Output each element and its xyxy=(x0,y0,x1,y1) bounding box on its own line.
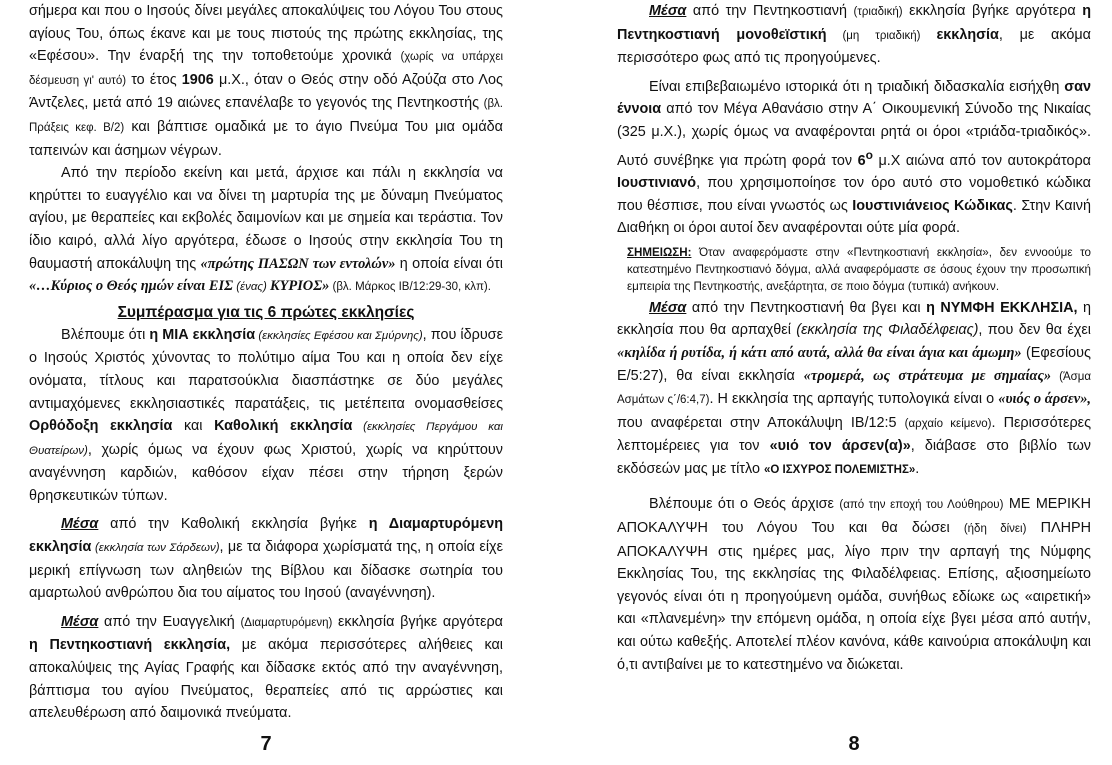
paragraph: Μέσα από την Καθολική εκκλησία βγήκε η Διαμαρτυρόμενη εκκλησία (εκκλησία των Σάρδεων), με τα διάφορα χωρίσματά της, η οποία είχε μερική επίγνωση των αληθειών της Βίβλου και δίδασκε σωτηρία του αμαρτωλού ανθρώπου δια του αίματος του Ιησού (αναγέννηση). xyxy=(29,516,503,602)
page-number: 7 xyxy=(260,733,272,755)
note-box: ΣΗΜΕΙΩΣΗ: Όταν αναφερόμαστε στην «Πεντηκοστιανή εκκλησία», δεν εννοούμε το κατεστημένο Πεντηκοστιανό δόγμα, αλλά αναφερόμαστε σε όσους έχουν την προσωπική εμπειρία της Πεντηκοστής, ανεξάρτητα, σε ποιο δόγμα (τυπικά) ανήκουν. xyxy=(627,245,1091,293)
paragraph: Βλέπουμε ότι ο Θεός άρχισε (από την εποχή του Λούθηρου) ΜΕ ΜΕΡΙΚΗ ΑΠΟΚΑΛΥΨΗ του Λόγου Του και θα δώσει (ήδη δίνει) ΠΛΗΡΗ ΑΠΟΚΑΛΥΨΗ στις ημέρες μας, λίγο πριν την αρπαγή της Νύμφης Εκκλησίας Του, της εκκλησίας της Φιλαδέλφειας. Επίσης, αξιοσημείωτο γεγονός είναι ότι η προηγούμενη ομάδα, συνήθως εδίωκε ως «αιρετική» και «πλανεμένη» την επόμενη ομάδα, η οποία είχε βγει μέσα από αυτήν, και ούτω καθεξής. Αποτελεί πλέον κανόνα, κάθε καινούρια αποκάλυψη και ό,τι αντιβαίνει με το κατεστημένο να διώκεται. xyxy=(617,496,1092,673)
paragraph: Μέσα από την Πεντηκοστιανή θα βγει και η ΝΥΜΦΗ ΕΚΚΛΗΣΙΑ, η εκκλησία που θα αρπαχθεί (εκκλησία της Φιλαδέλφειας), που δεν θα έχει «κηλίδα ή ρυτίδα, ή κάτι από αυτά, αλλά θα είναι άγια και άμωμη» (Εφεσίους Ε/5:27), θα είναι εκκλησία «τρομερά, ως στράτευμα με σημαίας» (Άσμα Ασμάτων ς΄/6:4,7). Η εκκλησία της αρπαγής τυπολογικά είναι ο «υιός ο άρσεν», που αναφέρεται στην Αποκάλυψη ΙΒ/12:5 (αρχαίο κείμενο). Περισσότερες λεπτομέρειες για τον «υιό τον άρσεν(α)», διάβασε στο βιβλίο των εκδόσεών μας με τίτλο «Ο ΙΣΧΥΡΟΣ ΠΟΛΕΜΙΣΤΗΣ». xyxy=(617,299,1092,477)
paragraph: Βλέπουμε ότι η ΜΙΑ εκκλησία (εκκλησίες Εφέσου και Σμύρνης), που ίδρυσε ο Ιησούς Χριστός χύνοντας το πολύτιμο αίμα Του και η οποία δεν είχε ονόματα, τίτλους και παρατσούκλια διασπάστηκε σε δύο μεγάλες αντιμαχόμενες εκκλησιαστικές παρατάξεις, τις μετέπειτα ονομασθείσες Ορθόδοξη εκκλησία και Καθολική εκκλησία (εκκλησίες Περγάμου και Θυατείρων), χωρίς όμως να έχουν φως Χριστού, χωρίς να κηρύττουν αναγέννηση καρδιών, καθόσον είχαν πέσει στην τήρηση ξερών θρησκευτικών τύπων. xyxy=(29,326,503,504)
right-page xyxy=(617,0,1091,765)
right-page-text xyxy=(617,0,1091,676)
paragraph: Από την περίοδο εκείνη και μετά, άρχισε και πάλι η εκκλησία να κηρύττει το ευαγγέλιο και να δίνει τη μαρτυρία της με δύναμη Πνεύματος αγίου, με θεραπείες και εκβολές δαιμονίων και με σημεία και τεράστια. Τον ίδιο καιρό, αλλά λίγο αργότερα, έδωσε ο Ιησούς στην εκκλησία Του τη θαυμαστή αποκάλυψη της «πρώτης ΠΑΣΩΝ των εντολών» η οποία είναι ότι «…Κύριος ο Θεός ημών είναι ΕΙΣ (ένας) ΚΥΡΙΟΣ» (βλ. Μάρκος ΙΒ/12:29-30, κλπ). xyxy=(29,165,503,295)
page-number: 8 xyxy=(848,733,860,755)
paragraph: σήμερα και που ο Ιησούς δίνει μεγάλες αποκαλύψεις του Λόγου Του στους αγίους Του, όπως έκανε και με τους πιστούς της πρώτης εκκλησίας, της «Εφέσου». Την έναρξή της την τοποθετούμε χρονικά (χωρίς να υπάρχει δέσμευση γι' αυτό) το έτος 1906 μ.Χ., όταν ο Θεός στην οδό Αζούζα στο Λος Άντζελες, μετά από 19 αιώνες επανέλαβε το γεγονός της Πεντηκοστής (βλ. Πράξεις κεφ. Β/2) και βάπτισε ομαδικά με το άγιο Πνεύμα Του μια ομάδα ταπεινών και άσημων νέγρων. xyxy=(29,3,503,159)
left-page-text xyxy=(29,0,503,725)
section-heading: Συμπέρασμα για τις 6 πρώτες εκκλησίες xyxy=(117,303,415,321)
paragraph: Μέσα από την Ευαγγελική (Διαμαρτυρόμενη) εκκλησία βγήκε αργότερα η Πεντηκοστιανή εκκλησία, με ακόμα περισσότερες αλήθειες και αποκαλύψεις της Αγίας Γραφής και δίδασκε εκτός από την αναγέννηση, βάπτισμα του αγίου Πνεύματος, θεραπείες από τις αρρώστιες και απελευθέρωση από δαιμονικά πνεύματα. xyxy=(29,613,503,722)
paragraph: Είναι επιβεβαιωμένο ιστορικά ότι η τριαδική διδασκαλία εισήχθη σαν έννοια από τον Μέγα Αθανάσιο στην Α΄ Οικουμενική Σύνοδο της Νικαίας (325 μ.Χ.), χωρίς όμως να αναφέρονται ρητά οι όροι «τριάδα-τριαδικός». Αυτό συνέβηκε για πρώτη φορά τον $6^o$ μ.Χ αιώνα από τον αυτοκράτορα Ιουστινιανό, που χρησιμοποίησε τον όρο αυτό στο νομοθετικό κώδικα που θέσπισε, που είναι γνωστός ως Ιουστινιάνειος Κώδικας. Στην Καινή Διαθήκη οι όροι αυτοί δεν αναφέρονται ούτε μία φορά. xyxy=(617,78,1091,237)
paragraph: Μέσα από την Πεντηκοστιανή (τριαδική) εκκλησία βγήκε αργότερα η Πεντηκοστιανή μονοθεϊστική (μη τριαδική) εκκλησία, με ακόμα περισσότερο φως από τις προηγούμενες. xyxy=(617,3,1091,67)
left-page xyxy=(29,0,503,765)
